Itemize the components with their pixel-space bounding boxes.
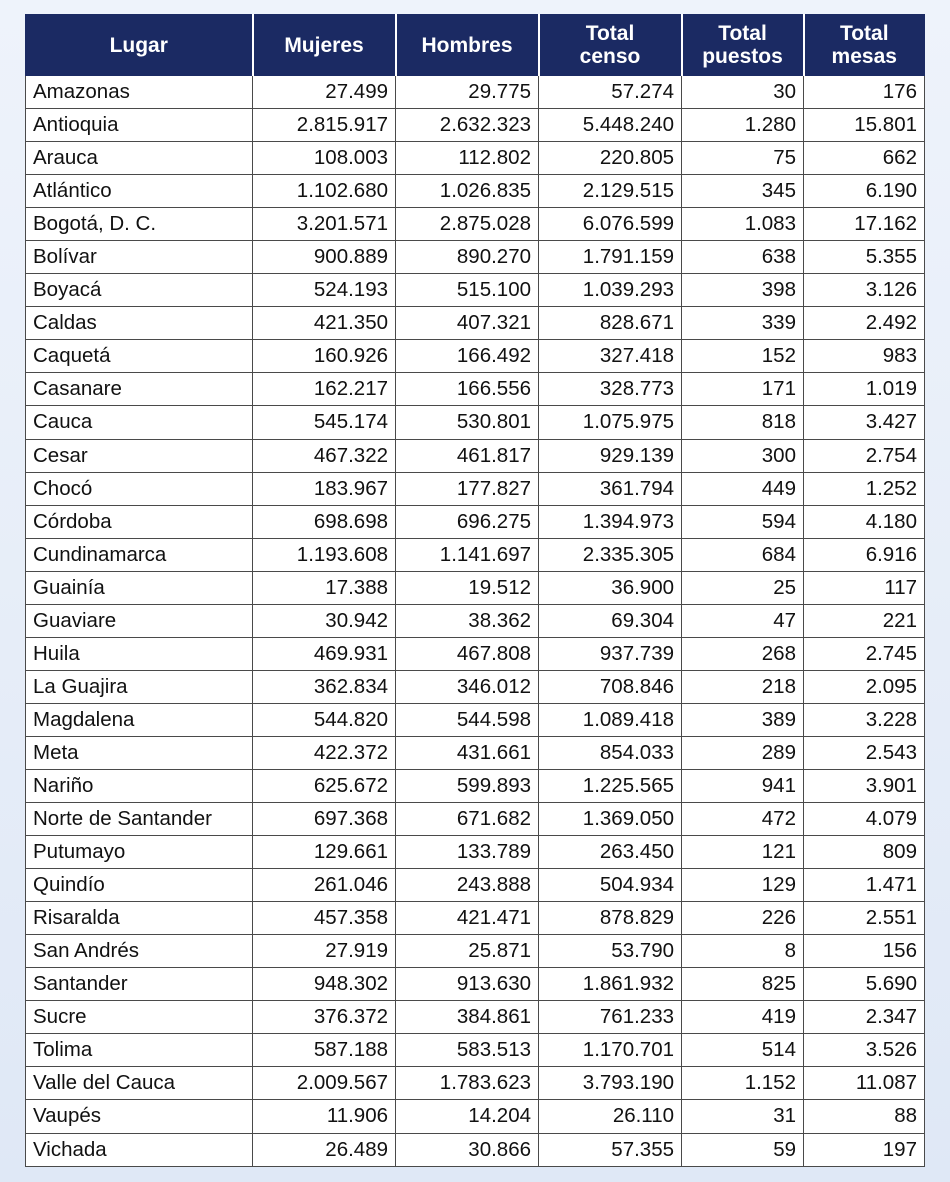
cell-total-mesas: 2.543 [804, 736, 925, 769]
cell-mujeres: 2.009.567 [253, 1067, 396, 1100]
cell-total-censo: 1.791.159 [539, 241, 682, 274]
cell-lugar: Bogotá, D. C. [26, 208, 253, 241]
table-row [26, 538, 925, 571]
cell-total-puestos: 25 [682, 571, 804, 604]
table-header-row [26, 15, 925, 76]
cell-hombres: 671.682 [396, 803, 539, 836]
cell-mujeres: 362.834 [253, 670, 396, 703]
table-row [26, 1133, 925, 1166]
cell-total-mesas: 983 [804, 340, 925, 373]
cell-mujeres: 625.672 [253, 769, 396, 802]
cell-mujeres: 108.003 [253, 142, 396, 175]
table-row [26, 703, 925, 736]
cell-lugar: Santander [26, 968, 253, 1001]
cell-hombres: 30.866 [396, 1133, 539, 1166]
table-row [26, 769, 925, 802]
cell-hombres: 177.827 [396, 472, 539, 505]
cell-total-mesas: 4.079 [804, 803, 925, 836]
cell-total-mesas: 6.916 [804, 538, 925, 571]
table-row [26, 340, 925, 373]
cell-mujeres: 30.942 [253, 604, 396, 637]
cell-total-censo: 854.033 [539, 736, 682, 769]
cell-hombres: 599.893 [396, 769, 539, 802]
cell-total-puestos: 1.083 [682, 208, 804, 241]
cell-total-mesas: 4.180 [804, 505, 925, 538]
table-row [26, 274, 925, 307]
cell-total-puestos: 226 [682, 902, 804, 935]
cell-total-puestos: 419 [682, 1001, 804, 1034]
cell-lugar: La Guajira [26, 670, 253, 703]
cell-mujeres: 948.302 [253, 968, 396, 1001]
cell-hombres: 421.471 [396, 902, 539, 935]
cell-total-mesas: 1.019 [804, 373, 925, 406]
cell-total-censo: 2.129.515 [539, 175, 682, 208]
cell-mujeres: 27.499 [253, 76, 396, 109]
cell-hombres: 530.801 [396, 406, 539, 439]
cell-lugar: Amazonas [26, 76, 253, 109]
cell-total-puestos: 472 [682, 803, 804, 836]
cell-total-mesas: 2.754 [804, 439, 925, 472]
cell-total-puestos: 449 [682, 472, 804, 505]
cell-mujeres: 160.926 [253, 340, 396, 373]
column-header-line: Total [839, 22, 889, 45]
cell-total-censo: 1.861.932 [539, 968, 682, 1001]
cell-lugar: San Andrés [26, 935, 253, 968]
header-total-puestos [682, 15, 804, 76]
cell-total-mesas: 2.095 [804, 670, 925, 703]
cell-mujeres: 27.919 [253, 935, 396, 968]
table-row [26, 406, 925, 439]
cell-total-censo: 1.039.293 [539, 274, 682, 307]
cell-mujeres: 469.931 [253, 637, 396, 670]
table-row [26, 208, 925, 241]
column-header-line: censo [579, 45, 641, 68]
cell-total-censo: 1.089.418 [539, 703, 682, 736]
cell-total-censo: 53.790 [539, 935, 682, 968]
cell-mujeres: 457.358 [253, 902, 396, 935]
cell-lugar: Huila [26, 637, 253, 670]
cell-total-censo: 5.448.240 [539, 109, 682, 142]
cell-total-censo: 57.274 [539, 76, 682, 109]
cell-total-puestos: 389 [682, 703, 804, 736]
cell-total-censo: 1.394.973 [539, 505, 682, 538]
cell-lugar: Nariño [26, 769, 253, 802]
cell-total-mesas: 1.252 [804, 472, 925, 505]
cell-total-puestos: 171 [682, 373, 804, 406]
cell-total-mesas: 88 [804, 1100, 925, 1133]
cell-lugar: Tolima [26, 1034, 253, 1067]
cell-total-censo: 937.739 [539, 637, 682, 670]
cell-total-censo: 69.304 [539, 604, 682, 637]
cell-total-mesas: 2.551 [804, 902, 925, 935]
cell-mujeres: 2.815.917 [253, 109, 396, 142]
cell-total-mesas: 662 [804, 142, 925, 175]
cell-mujeres: 1.102.680 [253, 175, 396, 208]
cell-total-censo: 1.369.050 [539, 803, 682, 836]
cell-hombres: 133.789 [396, 836, 539, 869]
cell-lugar: Cundinamarca [26, 538, 253, 571]
cell-total-mesas: 3.526 [804, 1034, 925, 1067]
cell-total-mesas: 5.690 [804, 968, 925, 1001]
cell-lugar: Bolívar [26, 241, 253, 274]
table-body [26, 76, 925, 1167]
cell-hombres: 14.204 [396, 1100, 539, 1133]
header-total-mesas [804, 15, 925, 76]
cell-mujeres: 129.661 [253, 836, 396, 869]
cell-total-censo: 708.846 [539, 670, 682, 703]
column-header-line: Hombres [421, 33, 513, 57]
cell-hombres: 1.026.835 [396, 175, 539, 208]
cell-total-mesas: 15.801 [804, 109, 925, 142]
census-table-container [25, 14, 924, 1167]
cell-hombres: 19.512 [396, 571, 539, 604]
cell-total-puestos: 825 [682, 968, 804, 1001]
table-row [26, 1001, 925, 1034]
cell-total-mesas: 3.427 [804, 406, 925, 439]
cell-lugar: Vichada [26, 1133, 253, 1166]
table-header [26, 15, 925, 76]
cell-total-puestos: 59 [682, 1133, 804, 1166]
cell-lugar: Vaupés [26, 1100, 253, 1133]
cell-total-mesas: 2.492 [804, 307, 925, 340]
table-row [26, 604, 925, 637]
column-header-line: Lugar [109, 33, 168, 57]
cell-total-puestos: 1.280 [682, 109, 804, 142]
cell-total-mesas: 3.228 [804, 703, 925, 736]
cell-mujeres: 376.372 [253, 1001, 396, 1034]
cell-lugar: Guaviare [26, 604, 253, 637]
cell-total-puestos: 289 [682, 736, 804, 769]
cell-total-puestos: 818 [682, 406, 804, 439]
cell-total-censo: 220.805 [539, 142, 682, 175]
cell-total-mesas: 117 [804, 571, 925, 604]
cell-mujeres: 544.820 [253, 703, 396, 736]
cell-lugar: Putumayo [26, 836, 253, 869]
cell-total-censo: 36.900 [539, 571, 682, 604]
cell-lugar: Córdoba [26, 505, 253, 538]
table-row [26, 571, 925, 604]
cell-lugar: Atlántico [26, 175, 253, 208]
cell-mujeres: 162.217 [253, 373, 396, 406]
cell-mujeres: 524.193 [253, 274, 396, 307]
census-table [25, 14, 925, 1167]
cell-total-mesas: 5.355 [804, 241, 925, 274]
cell-hombres: 38.362 [396, 604, 539, 637]
table-row [26, 1034, 925, 1067]
cell-total-censo: 929.139 [539, 439, 682, 472]
cell-total-puestos: 398 [682, 274, 804, 307]
cell-total-puestos: 218 [682, 670, 804, 703]
table-row [26, 968, 925, 1001]
cell-total-mesas: 176 [804, 76, 925, 109]
cell-total-mesas: 3.126 [804, 274, 925, 307]
cell-mujeres: 421.350 [253, 307, 396, 340]
cell-total-puestos: 339 [682, 307, 804, 340]
table-row [26, 902, 925, 935]
cell-hombres: 112.802 [396, 142, 539, 175]
cell-hombres: 1.783.623 [396, 1067, 539, 1100]
cell-hombres: 431.661 [396, 736, 539, 769]
cell-total-censo: 1.225.565 [539, 769, 682, 802]
column-header-line: Total [585, 22, 635, 45]
cell-total-puestos: 514 [682, 1034, 804, 1067]
cell-total-censo: 1.075.975 [539, 406, 682, 439]
cell-hombres: 407.321 [396, 307, 539, 340]
cell-total-puestos: 121 [682, 836, 804, 869]
cell-hombres: 461.817 [396, 439, 539, 472]
header-total-censo [539, 15, 682, 76]
table-row [26, 736, 925, 769]
table-row [26, 76, 925, 109]
cell-lugar: Meta [26, 736, 253, 769]
cell-total-censo: 878.829 [539, 902, 682, 935]
cell-hombres: 890.270 [396, 241, 539, 274]
cell-mujeres: 11.906 [253, 1100, 396, 1133]
cell-total-mesas: 1.471 [804, 869, 925, 902]
cell-total-censo: 761.233 [539, 1001, 682, 1034]
cell-total-censo: 327.418 [539, 340, 682, 373]
cell-hombres: 515.100 [396, 274, 539, 307]
cell-total-mesas: 6.190 [804, 175, 925, 208]
table-row [26, 1100, 925, 1133]
cell-hombres: 467.808 [396, 637, 539, 670]
column-header-line: Total [718, 22, 767, 45]
cell-total-mesas: 809 [804, 836, 925, 869]
cell-hombres: 1.141.697 [396, 538, 539, 571]
column-header-line: puestos [702, 45, 783, 68]
cell-total-censo: 361.794 [539, 472, 682, 505]
cell-mujeres: 1.193.608 [253, 538, 396, 571]
cell-lugar: Quindío [26, 869, 253, 902]
cell-total-puestos: 594 [682, 505, 804, 538]
cell-total-mesas: 2.745 [804, 637, 925, 670]
table-row [26, 175, 925, 208]
table-row [26, 505, 925, 538]
cell-mujeres: 422.372 [253, 736, 396, 769]
cell-hombres: 913.630 [396, 968, 539, 1001]
cell-total-censo: 1.170.701 [539, 1034, 682, 1067]
table-row [26, 109, 925, 142]
cell-total-puestos: 152 [682, 340, 804, 373]
cell-lugar: Sucre [26, 1001, 253, 1034]
table-row [26, 142, 925, 175]
cell-hombres: 384.861 [396, 1001, 539, 1034]
table-row [26, 439, 925, 472]
table-row [26, 472, 925, 505]
cell-total-censo: 2.335.305 [539, 538, 682, 571]
cell-total-puestos: 31 [682, 1100, 804, 1133]
cell-lugar: Boyacá [26, 274, 253, 307]
cell-total-mesas: 2.347 [804, 1001, 925, 1034]
cell-total-puestos: 129 [682, 869, 804, 902]
cell-total-puestos: 684 [682, 538, 804, 571]
cell-lugar: Chocó [26, 472, 253, 505]
cell-total-puestos: 941 [682, 769, 804, 802]
cell-total-mesas: 197 [804, 1133, 925, 1166]
table-row [26, 935, 925, 968]
cell-lugar: Caquetá [26, 340, 253, 373]
cell-total-puestos: 268 [682, 637, 804, 670]
cell-hombres: 29.775 [396, 76, 539, 109]
cell-total-puestos: 75 [682, 142, 804, 175]
cell-lugar: Caldas [26, 307, 253, 340]
cell-hombres: 583.513 [396, 1034, 539, 1067]
cell-total-puestos: 8 [682, 935, 804, 968]
cell-mujeres: 545.174 [253, 406, 396, 439]
cell-total-puestos: 345 [682, 175, 804, 208]
table-row [26, 241, 925, 274]
cell-mujeres: 26.489 [253, 1133, 396, 1166]
cell-hombres: 2.632.323 [396, 109, 539, 142]
cell-mujeres: 17.388 [253, 571, 396, 604]
cell-total-censo: 57.355 [539, 1133, 682, 1166]
cell-total-censo: 504.934 [539, 869, 682, 902]
cell-total-puestos: 30 [682, 76, 804, 109]
cell-total-mesas: 156 [804, 935, 925, 968]
cell-lugar: Antioquia [26, 109, 253, 142]
cell-lugar: Cauca [26, 406, 253, 439]
header-mujeres [253, 15, 396, 76]
cell-total-censo: 328.773 [539, 373, 682, 406]
cell-mujeres: 697.368 [253, 803, 396, 836]
cell-hombres: 696.275 [396, 505, 539, 538]
cell-total-censo: 6.076.599 [539, 208, 682, 241]
cell-lugar: Arauca [26, 142, 253, 175]
table-row [26, 670, 925, 703]
table-row [26, 637, 925, 670]
cell-total-mesas: 221 [804, 604, 925, 637]
cell-lugar: Valle del Cauca [26, 1067, 253, 1100]
cell-total-censo: 26.110 [539, 1100, 682, 1133]
cell-mujeres: 3.201.571 [253, 208, 396, 241]
cell-hombres: 25.871 [396, 935, 539, 968]
cell-mujeres: 587.188 [253, 1034, 396, 1067]
column-header-line: mesas [831, 45, 897, 68]
table-row [26, 803, 925, 836]
cell-hombres: 346.012 [396, 670, 539, 703]
cell-total-censo: 3.793.190 [539, 1067, 682, 1100]
cell-hombres: 166.492 [396, 340, 539, 373]
header-hombres [396, 15, 539, 76]
table-row [26, 373, 925, 406]
cell-lugar: Magdalena [26, 703, 253, 736]
cell-mujeres: 467.322 [253, 439, 396, 472]
cell-total-mesas: 17.162 [804, 208, 925, 241]
cell-hombres: 243.888 [396, 869, 539, 902]
column-header-line: Mujeres [284, 33, 364, 57]
table-row [26, 1067, 925, 1100]
cell-total-censo: 828.671 [539, 307, 682, 340]
cell-lugar: Casanare [26, 373, 253, 406]
cell-lugar: Cesar [26, 439, 253, 472]
cell-hombres: 544.598 [396, 703, 539, 736]
table-row [26, 836, 925, 869]
table-row [26, 307, 925, 340]
cell-mujeres: 900.889 [253, 241, 396, 274]
cell-hombres: 2.875.028 [396, 208, 539, 241]
cell-mujeres: 261.046 [253, 869, 396, 902]
cell-mujeres: 698.698 [253, 505, 396, 538]
cell-lugar: Risaralda [26, 902, 253, 935]
cell-total-censo: 263.450 [539, 836, 682, 869]
cell-total-mesas: 3.901 [804, 769, 925, 802]
cell-total-mesas: 11.087 [804, 1067, 925, 1100]
cell-total-puestos: 1.152 [682, 1067, 804, 1100]
cell-mujeres: 183.967 [253, 472, 396, 505]
cell-total-puestos: 300 [682, 439, 804, 472]
cell-total-puestos: 47 [682, 604, 804, 637]
header-lugar [26, 15, 253, 76]
cell-total-puestos: 638 [682, 241, 804, 274]
cell-hombres: 166.556 [396, 373, 539, 406]
table-row [26, 869, 925, 902]
cell-lugar: Guainía [26, 571, 253, 604]
cell-lugar: Norte de Santander [26, 803, 253, 836]
